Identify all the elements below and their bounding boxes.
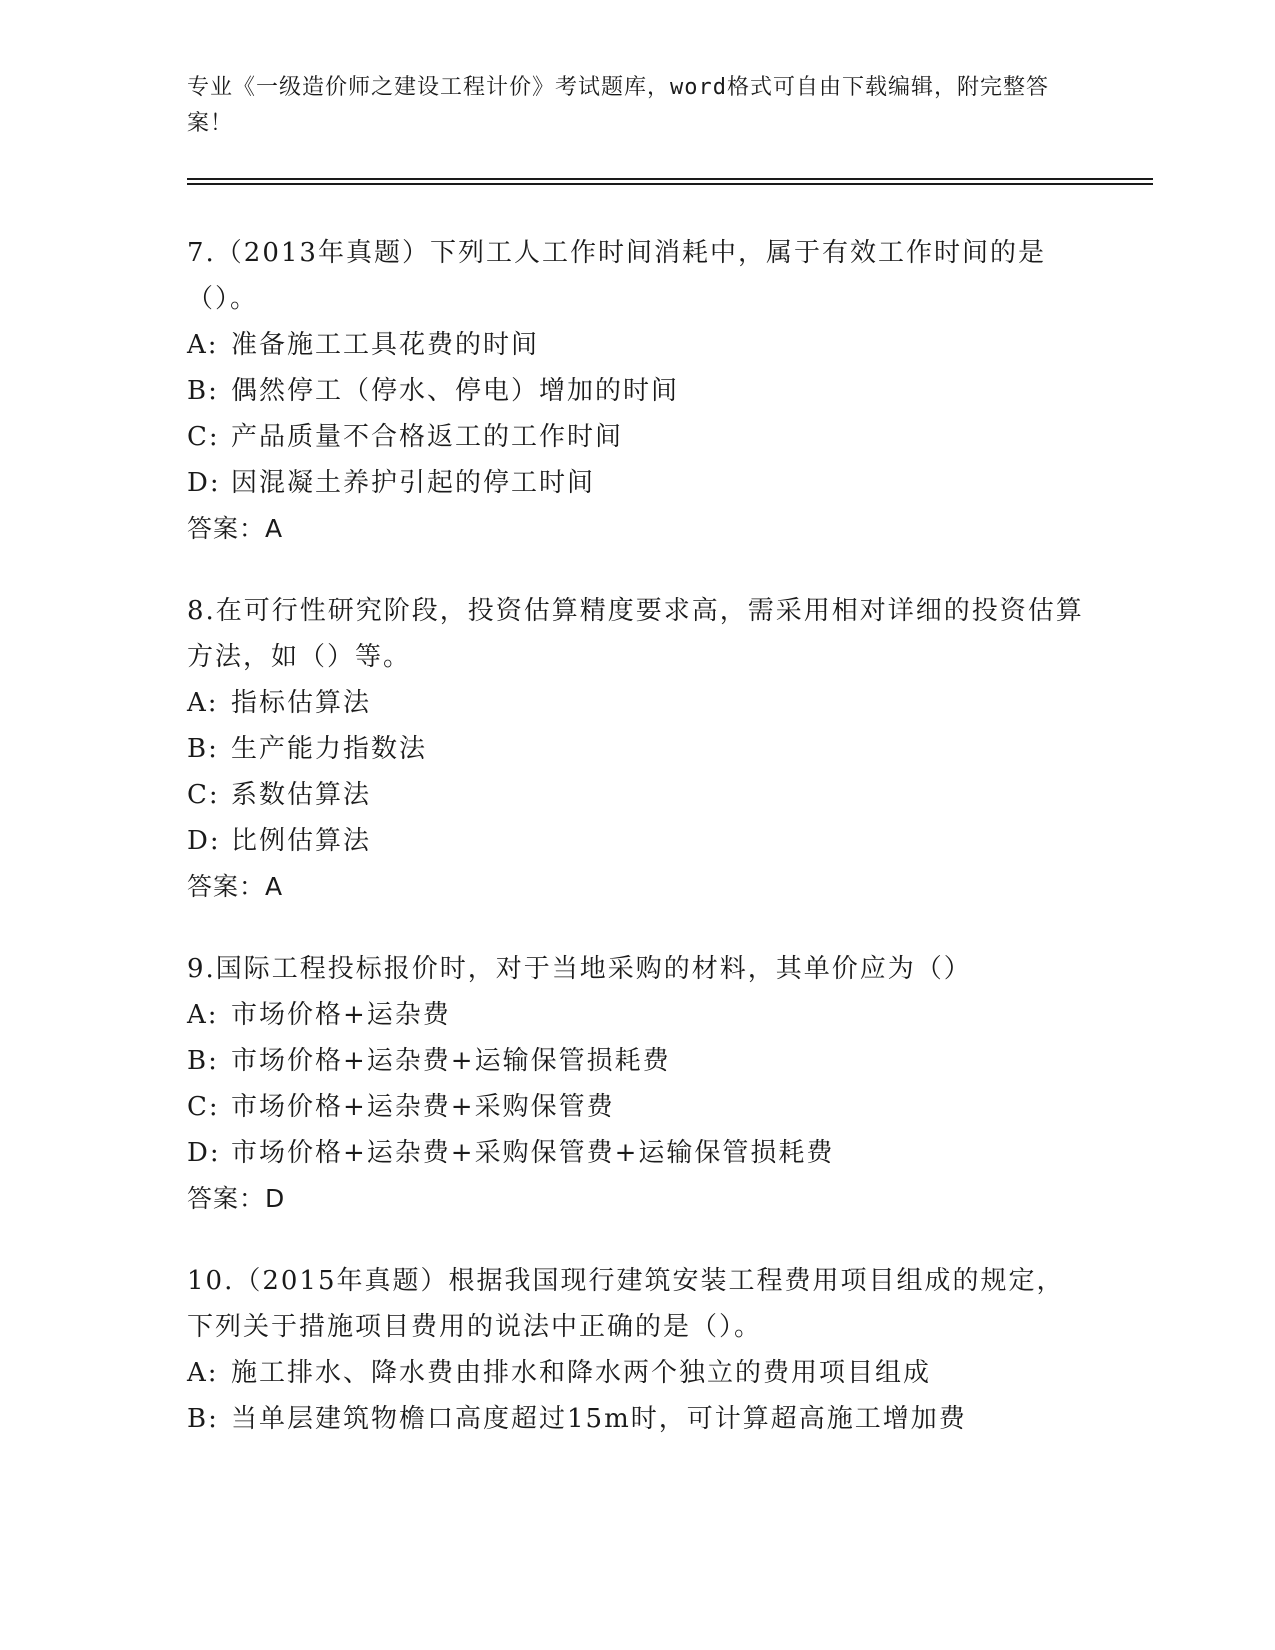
- question-stem: 10.（2015年真题）根据我国现行建筑安装工程费用项目组成的规定，下列关于措施项目费用的说法中正确的是（）。: [187, 1266, 1065, 1342]
- option-c: [187, 414, 1087, 460]
- option-key: B:: [187, 734, 219, 764]
- option-text: 市场价格+运杂费+采购保管费: [231, 1092, 615, 1122]
- option-text: 偶然停工（停水、停电）增加的时间: [231, 376, 680, 406]
- option-key: C:: [187, 422, 220, 452]
- option-b: [187, 1038, 1087, 1084]
- option-b: [187, 726, 1087, 772]
- question-stem: 8.在可行性研究阶段，投资估算精度要求高，需采用相对详细的投资估算方法，如（）等。: [187, 596, 1084, 672]
- document-intro: 专业《一级造价师之建设工程计价》考试题库，word格式可自由下载编辑，附完整答案！: [187, 75, 1049, 136]
- answer-line: 答案：D: [187, 1184, 286, 1213]
- header-divider-bottom: [187, 183, 1153, 185]
- option-text: 产品质量不合格返工的工作时间: [231, 422, 624, 452]
- option-key: A:: [187, 688, 219, 718]
- option-d: [187, 818, 1087, 864]
- option-key: D:: [187, 468, 221, 498]
- question-9: [187, 946, 1087, 1222]
- option-key: C:: [187, 780, 220, 810]
- question-list: [187, 230, 1087, 1478]
- option-b: [187, 368, 1087, 414]
- option-key: A:: [187, 1358, 219, 1388]
- question-7: [187, 230, 1087, 552]
- question-8: [187, 588, 1087, 910]
- question-10: [187, 1258, 1087, 1442]
- option-c: [187, 772, 1087, 818]
- option-key: C:: [187, 1092, 220, 1122]
- question-stem: 7.（2013年真题）下列工人工作时间消耗中，属于有效工作时间的是（）。: [187, 238, 1046, 314]
- option-d: [187, 1130, 1087, 1176]
- option-c: [187, 1084, 1087, 1130]
- option-text: 生产能力指数法: [231, 734, 428, 764]
- option-b: [187, 1396, 1087, 1442]
- option-text: 当单层建筑物檐口高度超过15m时，可计算超高施工增加费: [231, 1404, 967, 1434]
- option-key: B:: [187, 1404, 219, 1434]
- option-key: A:: [187, 330, 219, 360]
- option-text: 市场价格+运杂费: [231, 1000, 451, 1030]
- option-key: B:: [187, 376, 219, 406]
- option-a: [187, 680, 1087, 726]
- answer-line: 答案：A: [187, 872, 284, 901]
- option-text: 准备施工工具花费的时间: [231, 330, 540, 360]
- option-key: A:: [187, 1000, 219, 1030]
- option-text: 因混凝土养护引起的停工时间: [231, 468, 596, 498]
- option-text: 指标估算法: [231, 688, 372, 718]
- option-a: [187, 1350, 1087, 1396]
- option-key: D:: [187, 826, 221, 856]
- option-text: 系数估算法: [231, 780, 372, 810]
- option-text: 施工排水、降水费由排水和降水两个独立的费用项目组成: [231, 1358, 932, 1388]
- option-text: 市场价格+运杂费+采购保管费+运输保管损耗费: [231, 1138, 835, 1168]
- option-a: [187, 992, 1087, 1038]
- option-key: B:: [187, 1046, 219, 1076]
- option-d: [187, 460, 1087, 506]
- option-key: D:: [187, 1138, 221, 1168]
- question-stem: 9.国际工程投标报价时，对于当地采购的材料，其单价应为（）: [187, 954, 972, 984]
- option-text: 市场价格+运杂费+运输保管损耗费: [231, 1046, 671, 1076]
- answer-line: 答案：A: [187, 514, 284, 543]
- header-divider-top: [187, 178, 1153, 180]
- option-text: 比例估算法: [231, 826, 372, 856]
- option-a: [187, 322, 1087, 368]
